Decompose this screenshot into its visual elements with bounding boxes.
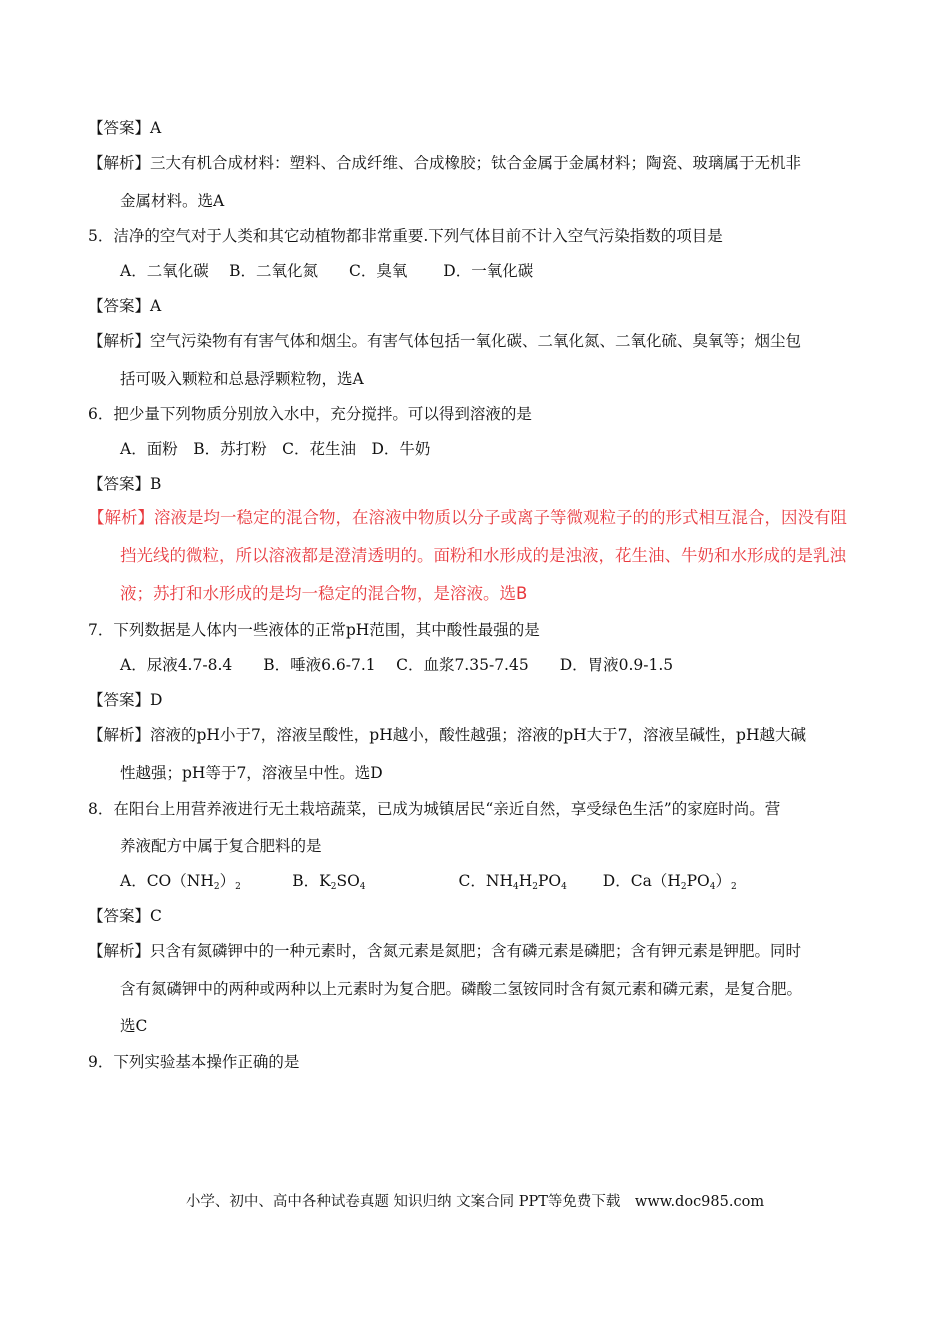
formula-text: B．K [240,872,331,890]
text-line: 【答案】A [88,297,162,315]
text-line: 挡光线的微粒，所以溶液都是澄清透明的。面粉和水形成的是浊液，花生油、牛奶和水形成的是乳浊 [120,546,846,565]
text-line: 养液配方中属于复合肥料的是 [120,837,322,855]
subscript: 2 [213,882,220,892]
text-line: 【答案】D [88,691,163,709]
text-line: 性越强；pH等于7，溶液呈中性。选D [120,764,383,782]
text-line: 5．洁净的空气对于人类和其它动植物都非常重要.下列气体目前不计入空气污染指数的项目是 [88,227,723,245]
text-line: 6．把少量下列物质分别放入水中，充分搅拌。可以得到溶液的是 [88,405,532,423]
text-line: 9．下列实验基本操作正确的是 [88,1053,300,1071]
text-line: 金属材料。选A [120,192,225,210]
subscript: 4 [359,882,366,892]
formula-text: ） [219,872,236,890]
text-line: 【答案】C [88,907,162,925]
formula-text: C．NH [365,872,513,890]
subscript: 2 [730,882,737,892]
text-line: A．尿液4.7-8.4 B．唾液6.6-7.1 C．血浆7.35-7.45 D．胃液0.9-1.5 [120,656,674,674]
subscript: 2 [330,882,337,892]
formula-text: ） [715,872,731,890]
page-footer: 小学、初中、高中各种试卷真题 知识归纳 文案合同 PPT等免费下载 www.doc985.com [185,1194,765,1210]
formula-text: SO [336,872,360,890]
formula-text: A．CO（NH [120,872,214,890]
subscript: 4 [709,882,716,892]
text-line: 液；苏打和水形成的是均一稳定的混合物，是溶液。选B [120,584,528,603]
text-line: 【解析】溶液是均一稳定的混合物，在溶液中物质以分子或离子等微观粒子的的形式相互混合，因没有阻 [88,508,847,527]
subscript: 2 [532,882,538,892]
formula-text: PO [686,872,710,890]
subscript: 4 [561,882,567,892]
text-line: 7．下列数据是人体内一些液体的正常pH范围，其中酸性最强的是 [88,621,540,639]
subscript: 2 [680,882,687,892]
text-line: 【答案】B [88,475,162,493]
text-line: 【答案】A [88,119,162,137]
text-line: 【解析】三大有机合成材料：塑料、合成纤维、合成橡胶；钛合金属于金属材料；陶瓷、玻璃属于无机非 [88,154,802,172]
formula-text: D．Ca（H [566,872,681,890]
text-line: 选C [120,1017,148,1035]
text-line [120,871,737,897]
text-line: 【解析】溶液的pH小于7，溶液呈酸性，pH越小，酸性越强；溶液的pH大于7，溶液呈碱性，pH越大碱 [88,726,806,744]
formula-text: PO [537,872,562,890]
text-line: 含有氮磷钾中的两种或两种以上元素时为复合肥。磷酸二氢铵同时含有氮元素和磷元素，是复合肥。 [120,980,803,998]
text-line: 8．在阳台上用营养液进行无土栽培蔬菜，已成为城镇居民“亲近自然，享受绿色生活”的家庭时尚。营 [88,800,781,818]
text-line: 括可吸入颗粒和总悬浮颗粒物，选A [120,370,364,388]
subscript: 4 [512,882,519,892]
text-line: A．二氧化碳 B．二氧化氮 C．臭氧 D．一氧化碳 [120,262,534,280]
formula-text: H [518,872,533,890]
text-line: 【解析】空气污染物有有害气体和烟尘。有害气体包括一氧化碳、二氧化氮、二氧化硫、臭氧等；烟尘包 [88,332,802,350]
text-line: A．面粉 B．苏打粉 C．花生油 D．牛奶 [120,440,431,458]
text-line: 【解析】只含有氮磷钾中的一种元素时，含氮元素是氮肥；含有磷元素是磷肥；含有钾元素是钾肥。同时 [88,942,802,960]
subscript: 2 [235,882,241,892]
